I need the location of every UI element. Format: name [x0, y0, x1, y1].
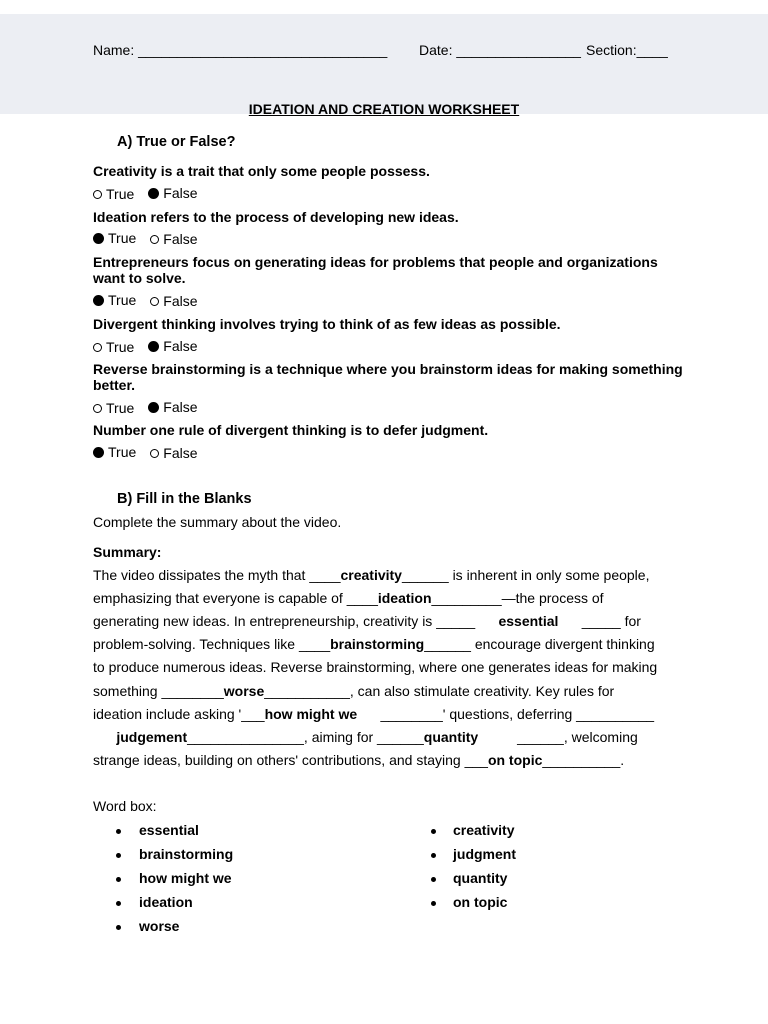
summary-text: problem-solving. Techniques like ____	[93, 636, 331, 652]
answer-options	[93, 292, 212, 309]
answer-options	[93, 399, 212, 416]
option-label: False	[163, 445, 198, 461]
section-field[interactable]: Section:____	[586, 42, 668, 58]
summary-text: to produce numerous ideas. Reverse brainstorming, where one generates ideas for making	[93, 659, 658, 675]
word-box-item: brainstorming	[139, 846, 234, 862]
filled-answer: essential	[498, 613, 559, 629]
option-label: True	[108, 230, 137, 246]
filled-answer: creativity	[340, 567, 402, 583]
option-label: True	[108, 292, 137, 308]
radio-selected-icon[interactable]	[148, 341, 159, 352]
radio-unselected-icon[interactable]	[150, 449, 159, 458]
question-text: Number one rule of divergent thinking is to defer judgment.	[93, 422, 489, 438]
date-field[interactable]: Date: ________________	[419, 42, 581, 58]
bullet-icon	[116, 877, 121, 882]
summary-text: The video dissipates the myth that ____	[93, 567, 341, 583]
word-box-item: creativity	[453, 822, 515, 838]
summary-text: something ________	[93, 683, 224, 699]
filled-answer: worse	[223, 683, 265, 699]
summary-line	[93, 590, 604, 606]
question-text: Ideation refers to the process of developing new ideas.	[93, 209, 459, 225]
summary-text: ________' questions, deferring __________	[357, 706, 655, 722]
option-false[interactable]	[150, 231, 197, 247]
summary-text: generating new ideas. In entrepreneurship, creativity is _____	[93, 613, 499, 629]
option-label: False	[163, 231, 198, 247]
option-label: False	[163, 293, 198, 309]
bullet-icon	[431, 877, 436, 882]
summary-line	[93, 567, 649, 583]
section-b-heading: B) Fill in the Blanks	[117, 491, 252, 507]
option-false[interactable]	[148, 338, 197, 354]
radio-selected-icon[interactable]	[93, 233, 104, 244]
filled-answer: ideation	[377, 590, 432, 606]
summary-line	[93, 706, 654, 722]
option-label: True	[108, 444, 137, 460]
option-false[interactable]	[150, 293, 197, 309]
word-box-label: Word box:	[93, 798, 157, 814]
word-box-item: how might we	[139, 870, 232, 886]
option-label: True	[106, 186, 135, 202]
word-box-item: worse	[139, 918, 180, 934]
summary-text: _________—the process of	[431, 590, 604, 606]
option-true[interactable]	[93, 400, 134, 416]
filled-answer: how might we	[264, 706, 358, 722]
filled-answer: quantity	[423, 729, 479, 745]
option-label: False	[163, 185, 198, 201]
option-false[interactable]	[148, 399, 197, 415]
word-box-item: judgment	[453, 846, 516, 862]
summary-text: _______________, aiming for ______	[187, 729, 424, 745]
summary-line	[93, 729, 638, 745]
bullet-icon	[116, 829, 121, 834]
summary-line	[93, 752, 624, 768]
summary-text: strange ideas, building on others' contributions, and staying ___	[93, 752, 488, 768]
word-box-item: ideation	[139, 894, 193, 910]
option-true[interactable]	[93, 292, 136, 308]
filled-answer: judgement	[116, 729, 188, 745]
summary-text: ______ is inherent in only some people,	[401, 567, 650, 583]
radio-unselected-icon[interactable]	[93, 343, 102, 352]
radio-selected-icon[interactable]	[148, 188, 159, 199]
radio-unselected-icon[interactable]	[150, 235, 159, 244]
answer-options	[93, 444, 212, 461]
summary-text: ______, welcoming	[478, 729, 638, 745]
option-true[interactable]	[93, 339, 134, 355]
answer-options	[93, 230, 212, 247]
question-text: Entrepreneurs focus on generating ideas for problems that people and organizations want to solve.	[93, 254, 658, 286]
summary-text: _____ for	[558, 613, 641, 629]
option-true[interactable]	[93, 444, 136, 460]
summary-line	[93, 613, 641, 629]
summary-text: ______ encourage divergent thinking	[424, 636, 655, 652]
option-false[interactable]	[148, 185, 197, 201]
summary-text: ideation include asking '___	[93, 706, 265, 722]
radio-selected-icon[interactable]	[93, 447, 104, 458]
name-field[interactable]: Name: ________________________________	[93, 42, 388, 58]
question-text: Divergent thinking involves trying to think of as few ideas as possible.	[93, 316, 561, 332]
answer-options	[93, 338, 212, 355]
section-a-heading: A) True or False?	[117, 134, 236, 150]
fill-instruction: Complete the summary about the video.	[93, 514, 342, 530]
question-text: Reverse brainstorming is a technique where you brainstorm ideas for making something better.	[93, 361, 683, 393]
header-band	[0, 14, 768, 114]
summary-text	[93, 729, 116, 745]
summary-line	[93, 659, 657, 675]
summary-label: Summary:	[93, 544, 162, 560]
bullet-icon	[116, 853, 121, 858]
word-box-item: on topic	[453, 894, 508, 910]
bullet-icon	[116, 901, 121, 906]
filled-answer: brainstorming	[330, 636, 425, 652]
option-label: True	[106, 400, 135, 416]
option-true[interactable]	[93, 230, 136, 246]
worksheet-title: IDEATION AND CREATION WORKSHEET	[248, 101, 520, 117]
filled-answer: on topic	[487, 752, 543, 768]
radio-selected-icon[interactable]	[93, 295, 104, 306]
bullet-icon	[431, 853, 436, 858]
question-text: Creativity is a trait that only some people possess.	[93, 163, 430, 179]
word-box-item: essential	[139, 822, 199, 838]
radio-unselected-icon[interactable]	[93, 190, 102, 199]
bullet-icon	[116, 925, 121, 930]
option-label: False	[163, 338, 198, 354]
bullet-icon	[431, 901, 436, 906]
summary-text: __________.	[542, 752, 625, 768]
radio-unselected-icon[interactable]	[150, 297, 159, 306]
option-true[interactable]	[93, 186, 134, 202]
summary-line	[93, 636, 655, 652]
summary-line	[93, 683, 614, 699]
radio-unselected-icon[interactable]	[93, 404, 102, 413]
option-label: False	[163, 399, 198, 415]
option-false[interactable]	[150, 445, 197, 461]
answer-options	[93, 185, 212, 202]
option-label: True	[106, 339, 135, 355]
summary-text: ___________, can also stimulate creativity. Key rules for	[264, 683, 615, 699]
bullet-icon	[431, 829, 436, 834]
summary-text: emphasizing that everyone is capable of ____	[93, 590, 378, 606]
word-box-item: quantity	[453, 870, 508, 886]
radio-selected-icon[interactable]	[148, 402, 159, 413]
